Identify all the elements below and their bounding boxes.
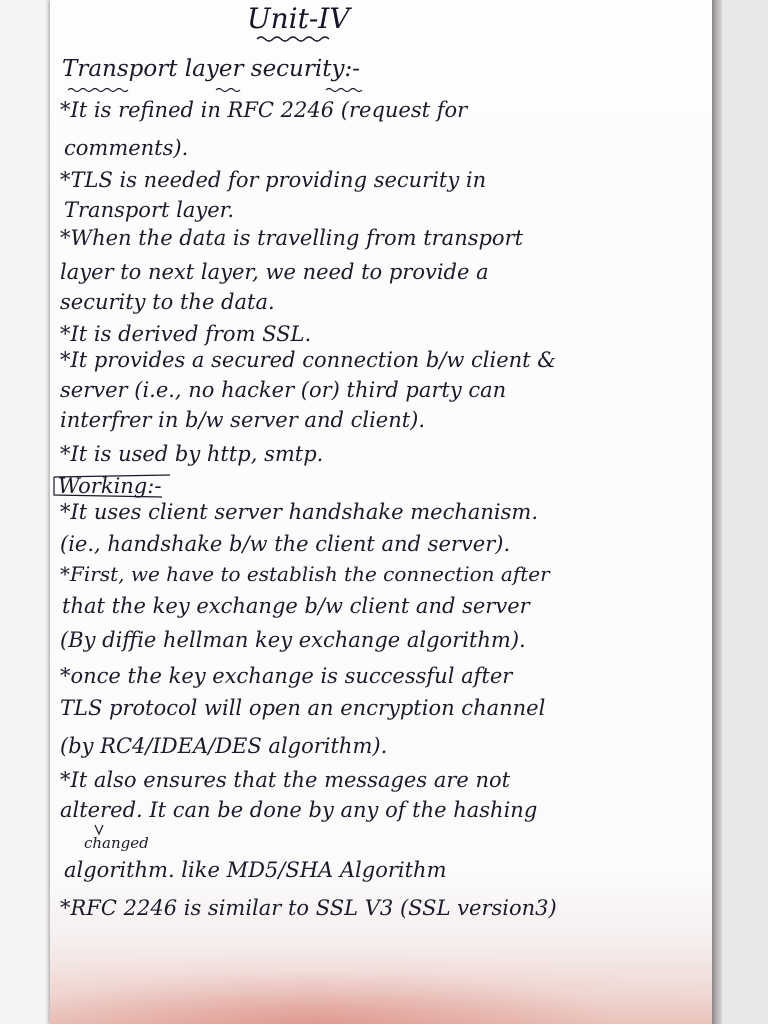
heading: Transport layer security:- xyxy=(62,56,360,82)
note-line: that the key exchange b/w client and server xyxy=(62,594,530,618)
title-underline xyxy=(255,34,335,44)
note-line: TLS protocol will open an encryption channel xyxy=(60,696,546,720)
note-line: *When the data is travelling from transport xyxy=(60,226,524,250)
note-line: *It is used by http, smtp. xyxy=(60,442,324,466)
note-line: algorithm. like MD5/SHA Algorithm xyxy=(64,858,447,882)
note-line: *First, we have to establish the connection after xyxy=(60,562,550,586)
section-heading-box xyxy=(52,473,176,501)
note-line: server (i.e., no hacker (or) third party can xyxy=(60,378,507,402)
note-line: security to the data. xyxy=(60,290,275,314)
note-line: Transport layer. xyxy=(64,198,235,222)
note-line: *once the key exchange is successful after xyxy=(60,664,513,688)
note-line: *It is refined in RFC 2246 (request for xyxy=(60,98,468,122)
note-line: altered. It can be done by any of the hashing xyxy=(60,798,538,822)
page-edge xyxy=(712,0,722,1024)
heading-underline xyxy=(66,86,446,96)
note-line: (By diffie hellman key exchange algorithm). xyxy=(60,628,526,652)
note-line: *It also ensures that the messages are not xyxy=(60,768,511,792)
note-line: *It is derived from SSL. xyxy=(60,322,312,346)
note-line: (by RC4/IDEA/DES algorithm). xyxy=(60,734,388,758)
note-line: *TLS is needed for providing security in xyxy=(60,168,487,192)
note-line: interfrer in b/w server and client). xyxy=(60,408,426,432)
note-line: *RFC 2246 is similar to SSL V3 (SSL version3) xyxy=(60,896,557,920)
note-line: comments). xyxy=(64,136,189,160)
note-line: layer to next layer, we need to provide a xyxy=(60,260,489,284)
scan-margin xyxy=(0,0,50,1024)
note-line: *It uses client server handshake mechanism. xyxy=(60,500,539,524)
paper-stain xyxy=(50,955,712,1024)
note-line: *It provides a secured connection b/w client & xyxy=(60,348,556,372)
note-line: (ie., handshake b/w the client and server). xyxy=(60,532,511,556)
section-heading: Working:- xyxy=(58,474,162,498)
insert-note: changed xyxy=(84,834,149,852)
page-title: Unit-IV xyxy=(247,2,350,35)
